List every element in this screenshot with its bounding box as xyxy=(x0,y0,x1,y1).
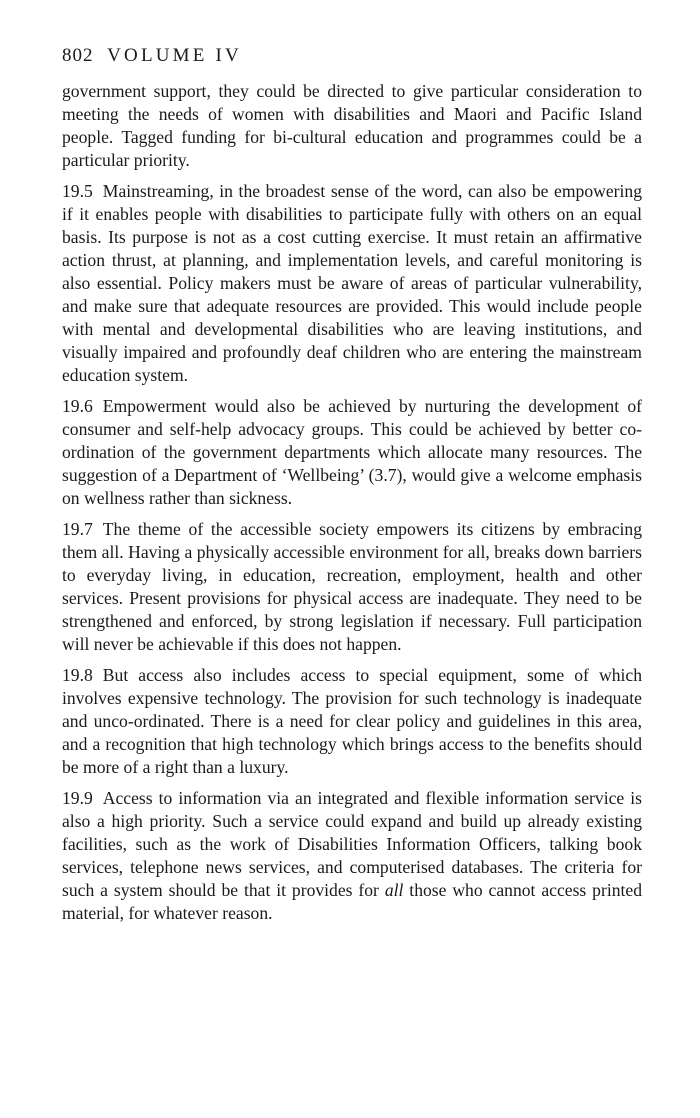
paragraph-number: 19.9 xyxy=(62,788,93,808)
running-head xyxy=(62,44,642,68)
document-page xyxy=(62,44,642,933)
paragraph-number: 19.7 xyxy=(62,519,93,539)
paragraph-text: The theme of the accessible society empowers its citizens by embracing them all. Having a physically accessible environment for all, breaks down barriers to everyday living, in education, recreation, employment, health and other services. Present provisions for physical access are inadequate. They need to be strengthened and enforced, by strong legislation if necessary. Full participation will never be achievable if this does not happen. xyxy=(62,519,642,654)
paragraph-text: Empowerment would also be achieved by nurturing the development of consumer and self-help advocacy groups. This could be achieved by better co-ordination of the government departments which allocate many resources. The suggestion of a Department of ‘Wellbeing’ (3.7), would give a welcome emphasis on wellness rather than sickness. xyxy=(62,396,642,508)
paragraph-number: 19.5 xyxy=(62,181,93,201)
paragraph-19-7 xyxy=(62,518,642,656)
volume-label: VOLUME IV xyxy=(107,45,242,66)
paragraph-text: But access also includes access to special equipment, some of which involves expensive technology. The provision for such technology is inadequate and unco-ordinated. There is a need for clear policy and guidelines in this area, and a recognition that high technology which brings access to the benefits should be more of a right than a luxury. xyxy=(62,665,642,777)
paragraph-text: government support, they could be directed to give particular consideration to meeting the needs of women with disabilities and Maori and Pacific Island people. Tagged funding for bi-cultural education and programmes could be a particular priority. xyxy=(62,81,642,170)
emphasis-text: all xyxy=(384,880,404,900)
paragraph-19-9 xyxy=(62,787,642,925)
paragraph-19-8 xyxy=(62,664,642,779)
paragraph-text: Mainstreaming, in the broadest sense of the word, can also be empowering if it enables people with disabilities to participate fully with others on an equal basis. Its purpose is not as a cost cutting exercise. It must retain an affirmative action thrust, at planning, and implementation levels, and careful monitoring is also essential. Policy makers must be aware of areas of particular vulnerability, and make sure that adequate resources are provided. This would include people with mental and developmental disabilities who are leaving institutions, and visually impaired and profoundly deaf children who are entering the mainstream education system. xyxy=(62,181,642,385)
paragraph-19-6 xyxy=(62,395,642,510)
paragraph-text-end: those who cannot access printed material, for whatever reason. xyxy=(62,880,643,923)
paragraph-number: 19.6 xyxy=(62,396,93,416)
paragraph-continued xyxy=(62,80,642,172)
paragraph-number: 19.8 xyxy=(62,665,93,685)
paragraph-19-5 xyxy=(62,180,642,387)
paragraph-text: Access to information via an integrated and flexible information service is also a high priority. Such a service could expand and build up already existing facilities, such as the work of Disabilities Information Officers, talking book services, telephone news services, and computerised databases. The criteria for such a system should be that it provides for xyxy=(62,788,642,900)
page-number: 802 xyxy=(62,45,94,66)
